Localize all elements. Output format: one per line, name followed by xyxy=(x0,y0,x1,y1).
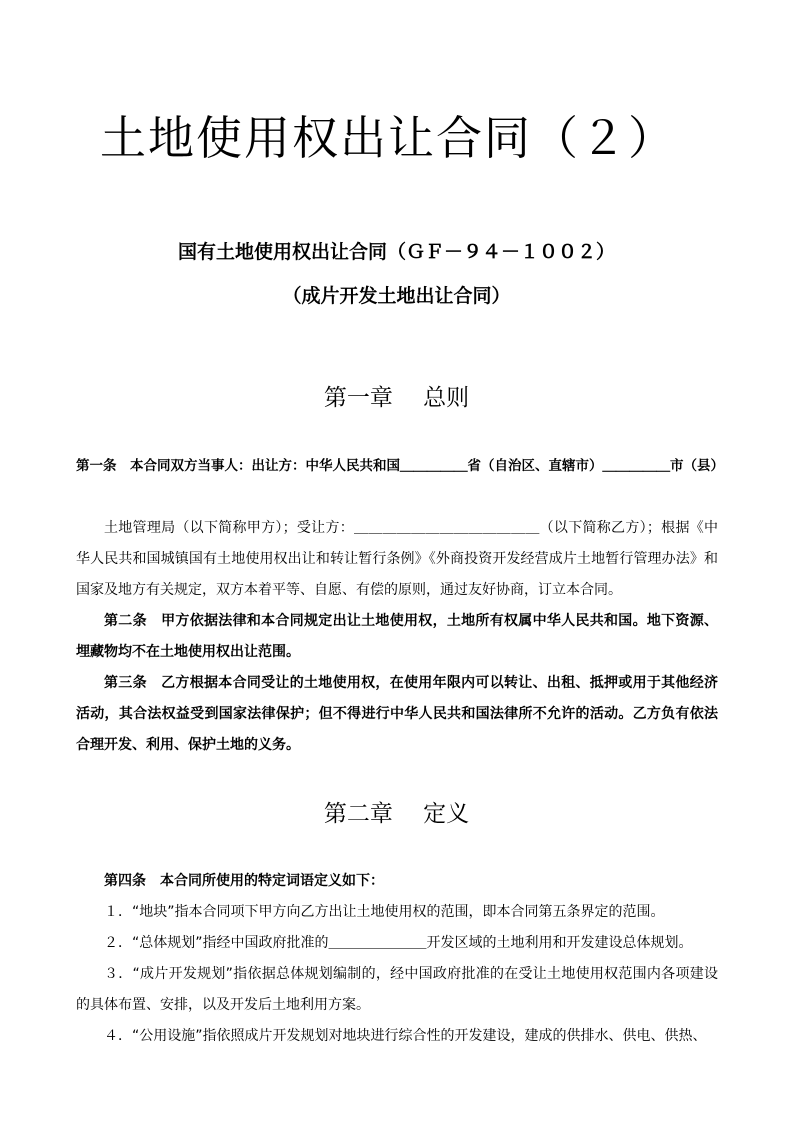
document-title: 土地使用权出让合同（２） xyxy=(100,111,676,165)
article-4-paragraph: 第四条 本合同所使用的特定词语定义如下： xyxy=(104,873,384,889)
definition-item-4: ４．“公用设施”指依照成片开发规划对地块进行综合性的开发建设，建成的供排水、供电、供热、 xyxy=(104,1028,707,1044)
document-subtitle: 国有土地使用权出让合同（ＧＦ－９４－１００２） xyxy=(177,241,615,263)
definition-item-3: ３．“成片开发规划”指依据总体规划编制的，经中国政府批准的在受让土地使用权范围内各项建设的具体布置、安排，以及开发后土地利用方案。 xyxy=(76,966,718,1013)
article-1-paragraph: 第一条 本合同双方当事人：出让方：中华人民共和国＿＿＿＿＿省（自治区、直辖市）＿＿＿＿＿市（县） xyxy=(76,458,724,474)
document-subtitle-secondary: （成片开发土地出让合同） xyxy=(282,285,511,307)
chapter-heading-2: 第二章 定义 xyxy=(323,801,470,827)
definition-item-2: ２．“总体规划”指经中国政府批准的＿＿＿＿＿＿＿开发区域的土地利用和开发建设总体规划。 xyxy=(104,935,693,951)
article-2-paragraph: 第二条 甲方依据法律和本合同规定出让土地使用权，土地所有权属中华人民共和国。地下资源、埋藏物均不在土地使用权出让范围。 xyxy=(76,613,718,660)
article-1-continuation-paragraph: 土地管理局（以下简称甲方）；受让方：＿＿＿＿＿＿＿＿＿＿＿＿＿（以下简称乙方）；根据《中华人民共和国城镇国有土地使用权出让和转让暂行条例》《外商投资开发经营成片土地暂行管理办法》和国家及地方有关规定，双方本着平等、自愿、有偿的原则，通过友好协商，订立本合同。 xyxy=(76,520,718,598)
chapter-heading-1: 第一章 总则 xyxy=(323,385,470,411)
definition-item-1: １．“地块”指本合同项下甲方向乙方出让土地使用权的范围，即本合同第五条界定的范围。 xyxy=(104,904,665,920)
article-3-paragraph: 第三条 乙方根据本合同受让的土地使用权，在使用年限内可以转让、出租、抵押或用于其他经济活动，其合法权益受到国家法律保护；但不得进行中华人民共和国法律所不允许的活动。乙方负有依法合理开发、利用、保护土地的义务。 xyxy=(76,675,718,753)
